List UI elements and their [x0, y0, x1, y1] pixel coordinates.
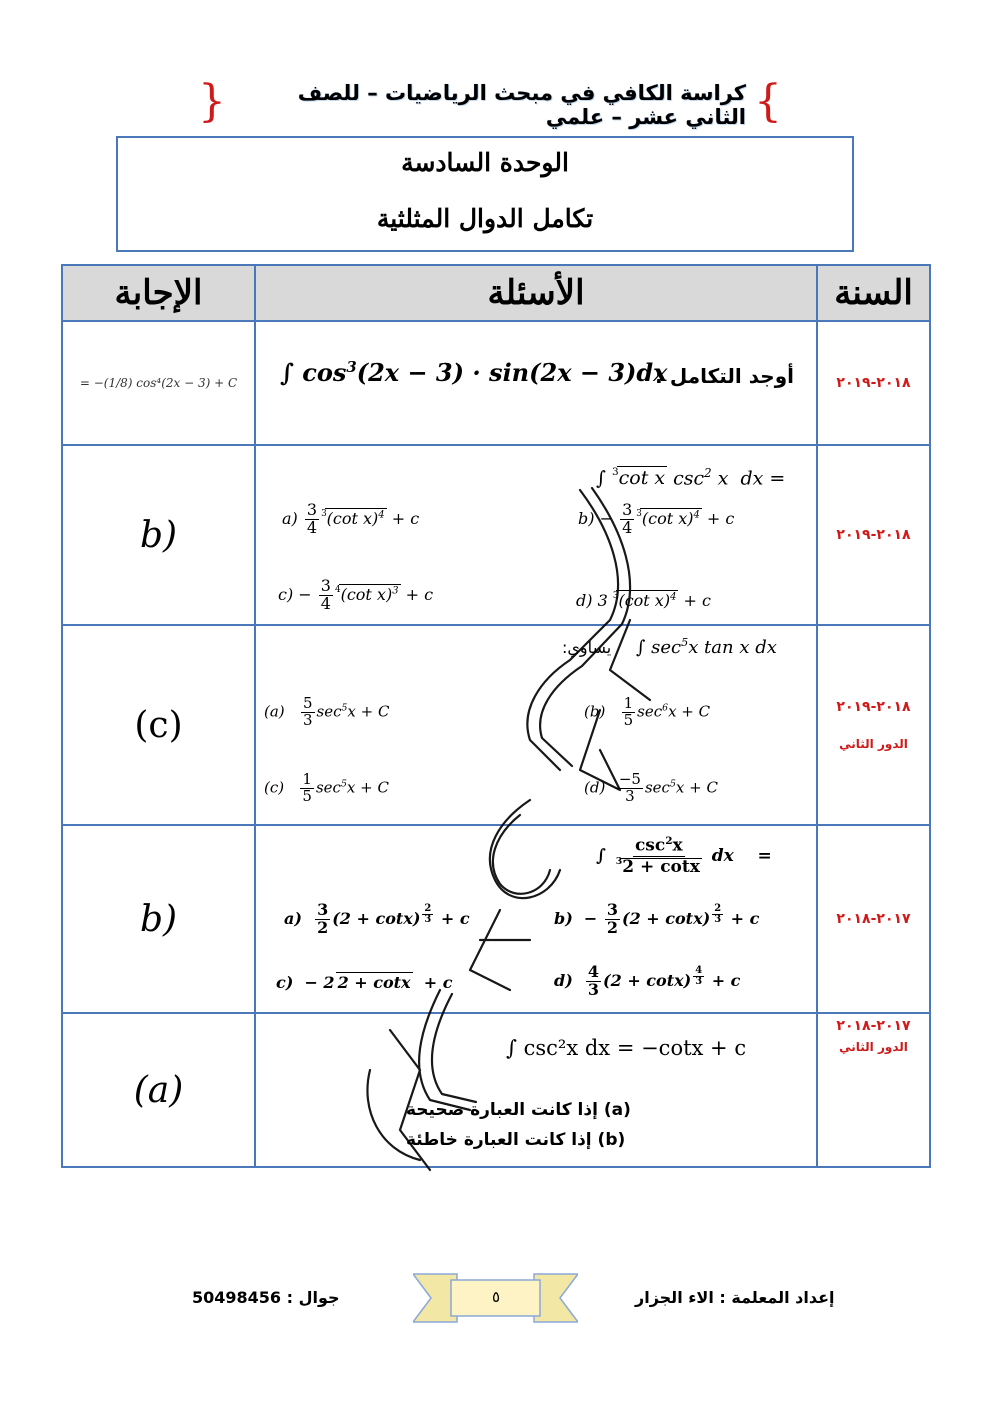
option-a: a) $\frac{3}{2}$ (2 + cotx) $^{\frac{2}{3}}$ + c: [284, 900, 470, 937]
col-year-header: السنة: [817, 265, 930, 321]
table-row: [62, 625, 930, 825]
answer-cell: [62, 825, 255, 1013]
brace-left: }: [198, 76, 226, 127]
option-b: (b) إذا كانت العبارة خاطئة: [406, 1130, 626, 1150]
round-text: الدور الثاني: [839, 737, 908, 751]
answer-text: b): [139, 514, 178, 556]
year-text: ٢٠١٨-٢٠١٩: [836, 527, 911, 543]
question-prompt: أوجد التكامل :: [654, 364, 794, 388]
answer-cell: [62, 625, 255, 825]
answer-text: b): [139, 898, 178, 940]
question-cell: [255, 321, 817, 445]
year-text: ٢٠١٨-٢٠١٩: [836, 699, 911, 715]
option-a: a) $\frac{3}{4}$ $^3$(cot x)$^4$ + c: [282, 500, 420, 537]
question-integral: ∫ $\cos^3(2x - 3) \cdot \sin(2x - 3)dx$: [280, 358, 668, 387]
question-cell: [255, 825, 817, 1013]
year-text: ٢٠١٧-٢٠١٨: [836, 911, 911, 927]
answer-cell: [62, 445, 255, 625]
question-integral: ∫ $^3$cot x $\csc^2 x$ dx =: [596, 466, 786, 490]
question-integral: ∫ $\frac{\csc^2x}{^32 + \cot x}$ dx =: [596, 835, 772, 877]
question-cell: [255, 1013, 817, 1167]
question-integral: ∫ csc²x dx = −cotx + c: [506, 1036, 747, 1060]
question-prompt: يساوي:: [562, 638, 612, 657]
option-a: (a) إذا كانت العبارة صحيحة: [406, 1100, 631, 1120]
brace-right: {: [754, 76, 782, 127]
table-header-row: [62, 265, 930, 321]
option-c: c) − $\frac{3}{4}$ $^4$(cot x)$^3$ + c: [278, 576, 434, 613]
page-number: ٥: [491, 1288, 501, 1306]
unit-box: [116, 136, 854, 252]
year-cell: [817, 321, 930, 445]
answer-text: (a): [133, 1069, 184, 1111]
option-b: b) − $\frac{3}{2}$ (2 + cotx) $^{\frac{2}{3}}$ + c: [554, 900, 760, 937]
option-d: d) $\frac{4}{3}$ (2 + cotx) $^{\frac{4}{3}}$ + c: [554, 962, 741, 999]
col-questions-header: الأسئلة: [255, 265, 817, 321]
table-row: [62, 1013, 930, 1167]
option-b: b) − $\frac{3}{4}$ $^3$(cot x)$^4$ + c: [578, 500, 735, 537]
question-cell: [255, 445, 817, 625]
teacher-credit: إعداد المعلمة : الاء الجزار: [635, 1288, 835, 1307]
year-cell: [817, 625, 930, 825]
book-title: [190, 76, 790, 130]
answer-cell: [62, 321, 255, 445]
table-row: [62, 825, 930, 1013]
round-text: الدور الثاني: [839, 1040, 908, 1054]
option-c: (c) $\frac{1}{5}$ $\sec^5x + C$: [264, 770, 389, 805]
answer-text: (c): [134, 704, 183, 746]
answer-cell: [62, 1013, 255, 1167]
year-text: ٢٠١٧-٢٠١٨: [836, 1018, 911, 1034]
answer-text: = −(1/8) cos⁴(2x − 3) + C: [79, 376, 238, 390]
option-b: (b) $\frac{1}{5}$ $\sec^6x + C$: [584, 694, 711, 729]
col-answer-header: الإجابة: [62, 265, 255, 321]
question-integral: ∫ $\sec^5x$ tan x dx: [636, 636, 777, 658]
year-text: ٢٠١٨-٢٠١٩: [836, 375, 911, 391]
option-c: c) − 2 2 + cotx + c: [276, 973, 453, 992]
unit-title: الوحدة السادسة: [401, 148, 569, 177]
question-cell: [255, 625, 817, 825]
phone-number: جوال : 50498456: [192, 1288, 340, 1307]
year-cell: [817, 825, 930, 1013]
book-title-text: كراسة الكافي في مبحث الرياضيات – للصف الثاني عشر – علمي: [297, 81, 746, 129]
table-row: [62, 445, 930, 625]
year-cell: [817, 445, 930, 625]
lesson-title: تكامل الدوال المثلثية: [376, 204, 594, 233]
option-d: d) 3 $^3$(cot x)$^4$ + c: [576, 591, 711, 610]
option-d: (d) $\frac{-5}{3}$ $\sec^5x + C$: [584, 770, 718, 805]
option-a: (a) $\frac{5}{3}$ $\sec^5x + C$: [264, 694, 390, 729]
questions-table: [61, 264, 931, 1168]
year-cell: [817, 1013, 930, 1167]
table-row: [62, 321, 930, 445]
